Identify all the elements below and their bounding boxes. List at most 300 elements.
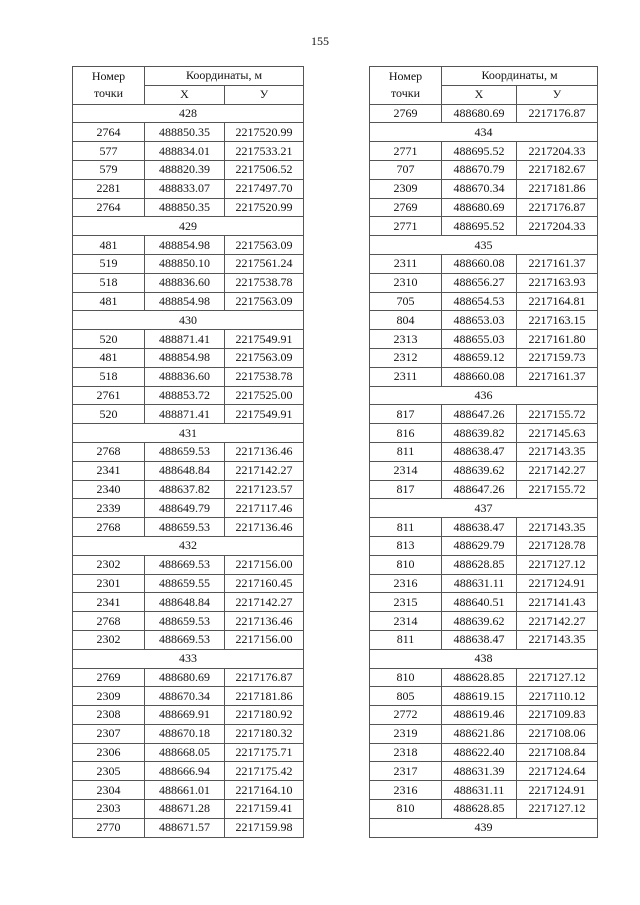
x-coordinate-cell: 488850.35 [145,123,225,142]
point-number-cell: 2314 [370,461,442,480]
x-coordinate-cell: 488669.53 [145,555,225,574]
x-coordinate-cell: 488854.98 [145,348,225,367]
group-number: 433 [73,649,304,668]
y-coordinate-cell: 2217156.00 [225,630,304,649]
table-row [73,405,304,424]
table-row [73,800,304,819]
y-coordinate-cell: 2217136.46 [225,612,304,631]
x-coordinate-cell: 488628.85 [442,555,517,574]
y-coordinate-cell: 2217176.87 [517,104,598,123]
x-coordinate-cell: 488680.69 [442,198,517,217]
point-number-cell: 519 [73,254,145,273]
table-row [73,574,304,593]
y-coordinate-cell: 2217163.15 [517,311,598,330]
x-coordinate-cell: 488668.05 [145,743,225,762]
y-coordinate-cell: 2217497.70 [225,179,304,198]
point-number-cell: 2311 [370,254,442,273]
group-row [73,649,304,668]
y-coordinate-cell: 2217159.73 [517,348,598,367]
x-coordinate-cell: 488850.35 [145,198,225,217]
point-number-cell: 2764 [73,198,145,217]
table-row [73,593,304,612]
x-coordinate-cell: 488834.01 [145,142,225,161]
y-coordinate-cell: 2217142.27 [517,461,598,480]
x-coordinate-cell: 488659.12 [442,348,517,367]
group-number: 431 [73,424,304,443]
y-coordinate-cell: 2217127.12 [517,800,598,819]
table-row [73,499,304,518]
x-coordinate-cell: 488655.03 [442,330,517,349]
y-coordinate-cell: 2217525.00 [225,386,304,405]
table-row [73,273,304,292]
table-row [73,480,304,499]
table-row [73,292,304,311]
point-number-cell: 2314 [370,612,442,631]
point-number-cell: 2315 [370,593,442,612]
y-coordinate-cell: 2217127.12 [517,555,598,574]
table-row [73,668,304,687]
point-number-cell: 813 [370,536,442,555]
group-number: 435 [370,236,598,255]
point-number-cell: 2302 [73,630,145,649]
y-coordinate-cell: 2217161.37 [517,254,598,273]
table-row [370,160,598,179]
table-row [73,123,304,142]
group-row [73,536,304,555]
point-number-cell: 705 [370,292,442,311]
y-coordinate-cell: 2217520.99 [225,198,304,217]
point-number-cell: 811 [370,442,442,461]
table-row [370,104,598,123]
group-number: 432 [73,536,304,555]
x-coordinate-cell: 488669.91 [145,706,225,725]
table-row [370,480,598,499]
table-row [370,142,598,161]
x-coordinate-cell: 488854.98 [145,236,225,255]
point-number-cell: 2769 [370,198,442,217]
group-row [370,818,598,837]
point-number-cell: 518 [73,273,145,292]
x-coordinate-cell: 488854.98 [145,292,225,311]
x-coordinate-cell: 488660.08 [442,254,517,273]
point-number-cell: 2768 [73,612,145,631]
point-number-cell: 2771 [370,217,442,236]
point-number-cell: 2761 [73,386,145,405]
coordinates-header: Координаты, м [442,67,598,86]
x-coordinate-cell: 488629.79 [442,536,517,555]
x-coordinate-cell: 488639.62 [442,461,517,480]
coordinates-table-right [369,66,598,838]
x-coordinate-cell: 488661.01 [145,781,225,800]
y-coordinate-cell: 2217204.33 [517,142,598,161]
y-coordinate-cell: 2217143.35 [517,630,598,649]
y-coordinate-cell: 2217141.43 [517,593,598,612]
y-coordinate-cell: 2217204.33 [517,217,598,236]
table-row [73,142,304,161]
y-coordinate-cell: 2217180.92 [225,706,304,725]
table-row [370,555,598,574]
y-coordinate-cell: 2217124.91 [517,781,598,800]
x-coordinate-cell: 488671.28 [145,800,225,819]
point-number-cell: 805 [370,687,442,706]
point-number-cell: 481 [73,292,145,311]
table-row [370,367,598,386]
point-number-cell: 707 [370,160,442,179]
group-row [370,386,598,405]
x-coordinate-cell: 488659.53 [145,442,225,461]
group-number: 437 [370,499,598,518]
x-coordinate-cell: 488695.52 [442,217,517,236]
x-coordinate-cell: 488647.26 [442,480,517,499]
y-coordinate-cell: 2217538.78 [225,273,304,292]
table-row [370,217,598,236]
y-coordinate-cell: 2217161.80 [517,330,598,349]
point-number-cell: 811 [370,518,442,537]
x-coordinate-cell: 488619.15 [442,687,517,706]
table-row [370,292,598,311]
table-row [370,330,598,349]
y-coordinate-cell: 2217175.42 [225,762,304,781]
x-header: X [442,85,517,104]
point-number-cell: 810 [370,555,442,574]
x-coordinate-cell: 488660.08 [442,367,517,386]
table-row [370,743,598,762]
table-row [73,781,304,800]
y-coordinate-cell: 2217117.46 [225,499,304,518]
point-number-cell: 816 [370,424,442,443]
point-number-cell: 2309 [370,179,442,198]
point-number-cell: 2340 [73,480,145,499]
y-coordinate-cell: 2217182.67 [517,160,598,179]
point-number-cell: 810 [370,800,442,819]
x-coordinate-cell: 488820.39 [145,160,225,179]
point-number-cell: 2768 [73,442,145,461]
group-row [370,123,598,142]
point-number-cell: 2313 [370,330,442,349]
table-row [370,254,598,273]
x-coordinate-cell: 488639.62 [442,612,517,631]
point-number-cell: 2307 [73,724,145,743]
x-coordinate-cell: 488621.86 [442,724,517,743]
y-coordinate-cell: 2217164.10 [225,781,304,800]
y-header: У [517,85,598,104]
group-row [370,499,598,518]
x-coordinate-cell: 488670.79 [442,160,517,179]
y-coordinate-cell: 2217176.87 [225,668,304,687]
table-row [370,724,598,743]
point-number-cell: 2319 [370,724,442,743]
table-row [370,781,598,800]
y-coordinate-cell: 2217156.00 [225,555,304,574]
y-coordinate-cell: 2217143.35 [517,518,598,537]
x-coordinate-cell: 488638.47 [442,630,517,649]
table-row [73,518,304,537]
y-coordinate-cell: 2217128.78 [517,536,598,555]
y-coordinate-cell: 2217155.72 [517,480,598,499]
x-coordinate-cell: 488659.53 [145,612,225,631]
table-row [370,630,598,649]
x-coordinate-cell: 488670.34 [145,687,225,706]
point-number-cell: 2339 [73,499,145,518]
point-number-cell: 817 [370,405,442,424]
group-number: 436 [370,386,598,405]
table-row [73,762,304,781]
group-number: 430 [73,311,304,330]
y-coordinate-cell: 2217108.06 [517,724,598,743]
table-row [73,330,304,349]
point-number-cell: 577 [73,142,145,161]
x-coordinate-cell: 488666.94 [145,762,225,781]
point-number-cell: 2305 [73,762,145,781]
y-header: У [225,85,304,104]
y-coordinate-cell: 2217142.27 [225,593,304,612]
table-row [73,198,304,217]
point-number-cell: 2301 [73,574,145,593]
point-number-cell: 804 [370,311,442,330]
x-coordinate-cell: 488836.60 [145,273,225,292]
coordinates-header: Координаты, м [145,67,304,86]
x-coordinate-cell: 488680.69 [145,668,225,687]
table-body-left [73,104,304,837]
x-coordinate-cell: 488833.07 [145,179,225,198]
x-coordinate-cell: 488638.47 [442,518,517,537]
point-number-cell: 2318 [370,743,442,762]
point-number-cell: 2316 [370,781,442,800]
y-coordinate-cell: 2217563.09 [225,348,304,367]
point-number-cell: 481 [73,348,145,367]
table-row [370,424,598,443]
x-coordinate-cell: 488637.82 [145,480,225,499]
point-number-cell: 2304 [73,781,145,800]
point-number-cell: 811 [370,630,442,649]
table-row [370,348,598,367]
table-row [73,818,304,837]
y-coordinate-cell: 2217159.41 [225,800,304,819]
y-coordinate-cell: 2217163.93 [517,273,598,292]
table-row [73,630,304,649]
x-coordinate-cell: 488853.72 [145,386,225,405]
x-coordinate-cell: 488640.51 [442,593,517,612]
y-coordinate-cell: 2217155.72 [517,405,598,424]
table-row [370,442,598,461]
table-row [73,236,304,255]
table-row [370,273,598,292]
point-number-cell: 2310 [370,273,442,292]
point-number-cell: 2312 [370,348,442,367]
y-coordinate-cell: 2217110.12 [517,687,598,706]
point-number-cell: 2768 [73,518,145,537]
x-coordinate-cell: 488639.82 [442,424,517,443]
y-coordinate-cell: 2217533.21 [225,142,304,161]
y-coordinate-cell: 2217180.32 [225,724,304,743]
y-coordinate-cell: 2217181.86 [225,687,304,706]
table-row [370,536,598,555]
point-number-cell: 518 [73,367,145,386]
group-row [73,217,304,236]
table-row [73,254,304,273]
point-number-cell: 810 [370,668,442,687]
x-coordinate-cell: 488619.46 [442,706,517,725]
table-row [370,518,598,537]
x-coordinate-cell: 488656.27 [442,273,517,292]
table-row [73,179,304,198]
point-number-cell: 2309 [73,687,145,706]
point-number-cell: 2281 [73,179,145,198]
x-header: X [145,85,225,104]
point-number-cell: 2311 [370,367,442,386]
y-coordinate-cell: 2217520.99 [225,123,304,142]
point-number-cell: 520 [73,330,145,349]
group-number: 438 [370,649,598,668]
x-coordinate-cell: 488647.26 [442,405,517,424]
y-coordinate-cell: 2217136.46 [225,518,304,537]
coordinates-table-left [72,66,304,838]
table-row [73,386,304,405]
table-row [370,706,598,725]
point-number-cell: 579 [73,160,145,179]
y-coordinate-cell: 2217549.91 [225,330,304,349]
x-coordinate-cell: 488671.57 [145,818,225,837]
x-coordinate-cell: 488659.55 [145,574,225,593]
y-coordinate-cell: 2217159.98 [225,818,304,837]
y-coordinate-cell: 2217563.09 [225,236,304,255]
table-row [73,461,304,480]
point-number-cell: 2303 [73,800,145,819]
point-number-header: Номер точки [370,67,442,105]
x-coordinate-cell: 488653.03 [442,311,517,330]
y-coordinate-cell: 2217142.27 [225,461,304,480]
table-row [370,668,598,687]
y-coordinate-cell: 2217145.63 [517,424,598,443]
y-coordinate-cell: 2217176.87 [517,198,598,217]
group-number: 434 [370,123,598,142]
table-body-right [370,104,598,837]
table-row [370,687,598,706]
y-coordinate-cell: 2217506.52 [225,160,304,179]
y-coordinate-cell: 2217181.86 [517,179,598,198]
table-row [73,160,304,179]
group-row [73,104,304,123]
y-coordinate-cell: 2217124.64 [517,762,598,781]
table-row [73,555,304,574]
x-coordinate-cell: 488622.40 [442,743,517,762]
table-row [73,743,304,762]
x-coordinate-cell: 488628.85 [442,668,517,687]
group-row [73,311,304,330]
table-row [370,198,598,217]
point-number-cell: 481 [73,236,145,255]
table-row [370,762,598,781]
y-coordinate-cell: 2217538.78 [225,367,304,386]
table-row [73,442,304,461]
group-number: 429 [73,217,304,236]
table-row [73,612,304,631]
x-coordinate-cell: 488871.41 [145,330,225,349]
point-number-cell: 2317 [370,762,442,781]
table-row [73,348,304,367]
x-coordinate-cell: 488680.69 [442,104,517,123]
y-coordinate-cell: 2217160.45 [225,574,304,593]
point-number-cell: 2772 [370,706,442,725]
x-coordinate-cell: 488638.47 [442,442,517,461]
x-coordinate-cell: 488871.41 [145,405,225,424]
x-coordinate-cell: 488628.85 [442,800,517,819]
point-number-cell: 2308 [73,706,145,725]
y-coordinate-cell: 2217175.71 [225,743,304,762]
group-row [73,424,304,443]
y-coordinate-cell: 2217109.83 [517,706,598,725]
y-coordinate-cell: 2217143.35 [517,442,598,461]
x-coordinate-cell: 488648.84 [145,461,225,480]
group-row [370,236,598,255]
table-row [370,461,598,480]
y-coordinate-cell: 2217127.12 [517,668,598,687]
table-row [73,367,304,386]
point-number-cell: 2341 [73,593,145,612]
point-number-cell: 520 [73,405,145,424]
table-row [73,724,304,743]
group-row [370,649,598,668]
y-coordinate-cell: 2217563.09 [225,292,304,311]
page-number: 155 [311,34,329,48]
point-number-header: Номер точки [73,67,145,105]
table-row [370,311,598,330]
x-coordinate-cell: 488670.18 [145,724,225,743]
table-row [370,405,598,424]
x-coordinate-cell: 488631.11 [442,574,517,593]
x-coordinate-cell: 488669.53 [145,630,225,649]
y-coordinate-cell: 2217124.91 [517,574,598,593]
y-coordinate-cell: 2217108.84 [517,743,598,762]
table-row [370,574,598,593]
table-row [73,706,304,725]
x-coordinate-cell: 488649.79 [145,499,225,518]
point-number-cell: 817 [370,480,442,499]
y-coordinate-cell: 2217164.81 [517,292,598,311]
point-number-cell: 2306 [73,743,145,762]
y-coordinate-cell: 2217561.24 [225,254,304,273]
point-number-cell: 2769 [73,668,145,687]
x-coordinate-cell: 488850.10 [145,254,225,273]
point-number-cell: 2770 [73,818,145,837]
x-coordinate-cell: 488631.11 [442,781,517,800]
x-coordinate-cell: 488836.60 [145,367,225,386]
y-coordinate-cell: 2217142.27 [517,612,598,631]
point-number-cell: 2341 [73,461,145,480]
point-number-cell: 2316 [370,574,442,593]
y-coordinate-cell: 2217549.91 [225,405,304,424]
y-coordinate-cell: 2217123.57 [225,480,304,499]
x-coordinate-cell: 488648.84 [145,593,225,612]
table-row [73,687,304,706]
table-row [370,593,598,612]
point-number-cell: 2771 [370,142,442,161]
point-number-cell: 2302 [73,555,145,574]
point-number-cell: 2769 [370,104,442,123]
y-coordinate-cell: 2217161.37 [517,367,598,386]
table-row [370,179,598,198]
x-coordinate-cell: 488631.39 [442,762,517,781]
x-coordinate-cell: 488659.53 [145,518,225,537]
table-row [370,612,598,631]
group-number: 439 [370,818,598,837]
x-coordinate-cell: 488670.34 [442,179,517,198]
group-number: 428 [73,104,304,123]
x-coordinate-cell: 488695.52 [442,142,517,161]
x-coordinate-cell: 488654.53 [442,292,517,311]
table-row [370,800,598,819]
point-number-cell: 2764 [73,123,145,142]
